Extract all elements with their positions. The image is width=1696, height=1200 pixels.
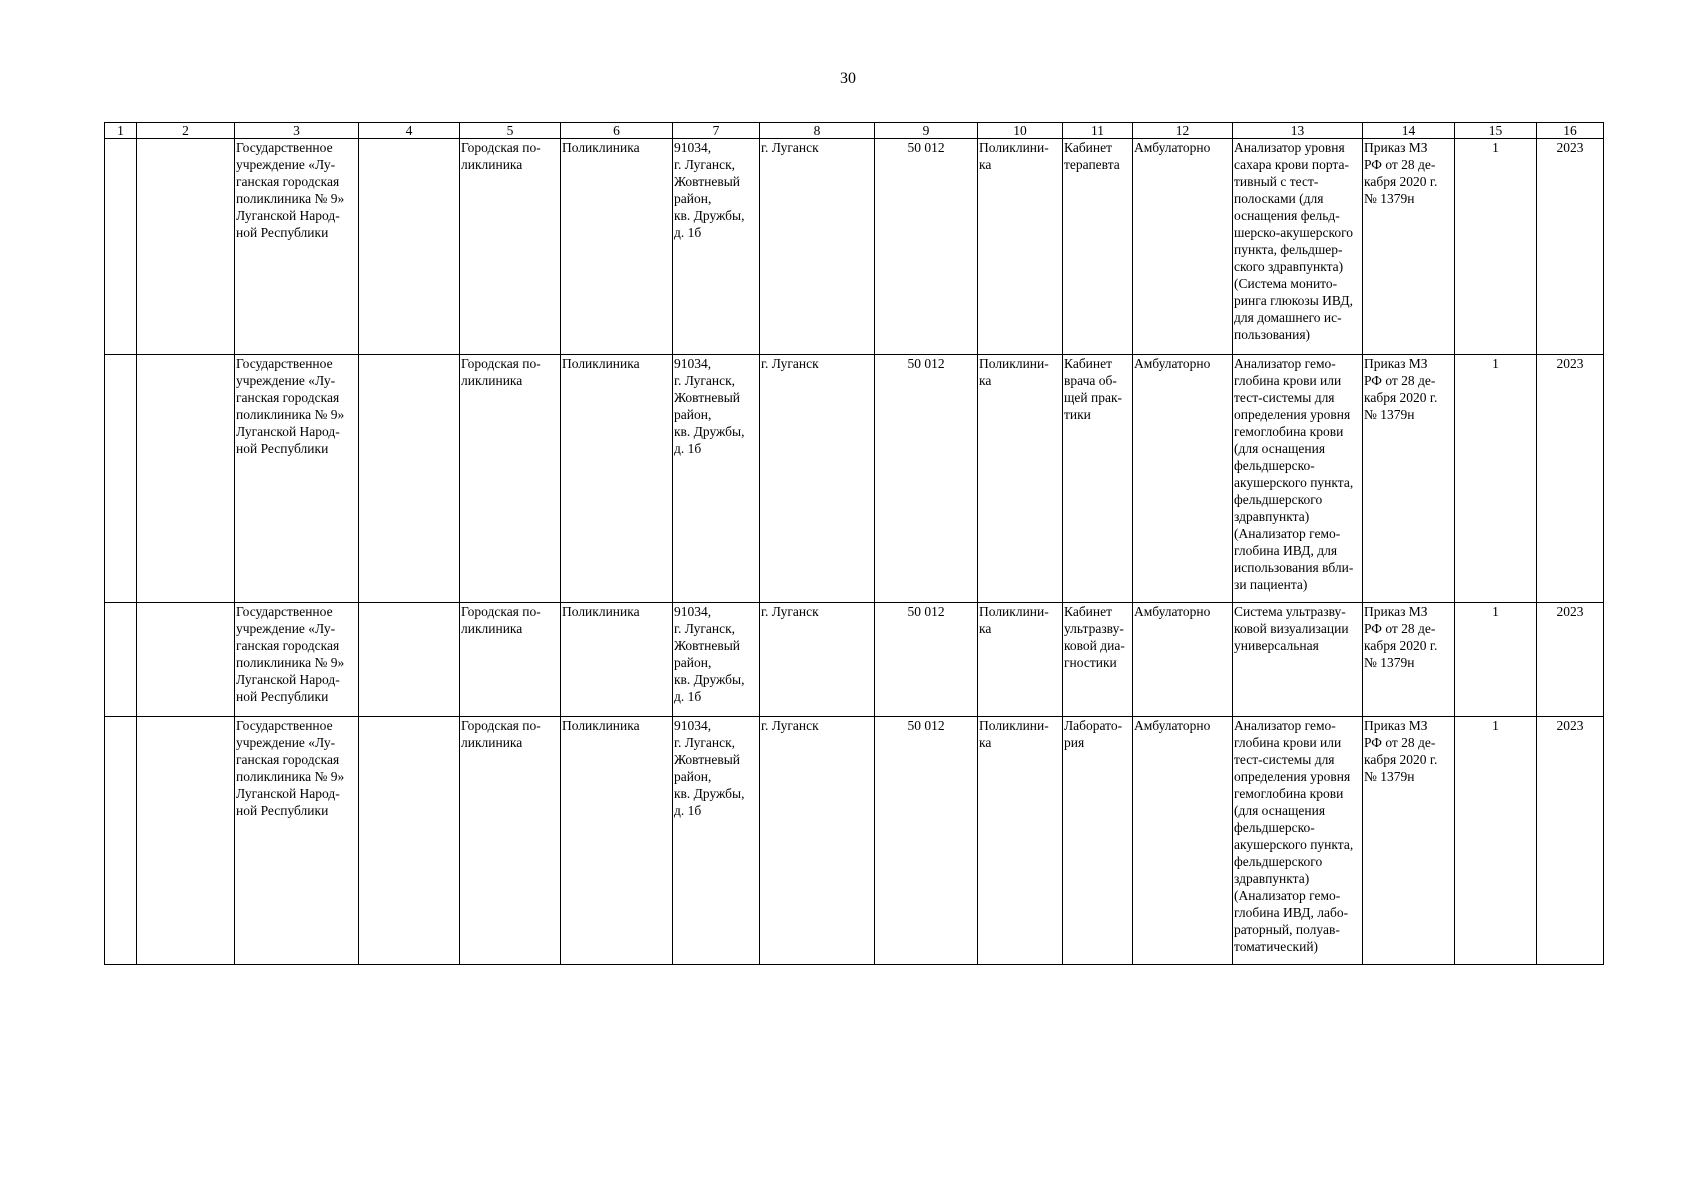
cell-text-line: № 1379н <box>1364 407 1415 422</box>
locality-cell <box>760 355 875 603</box>
cell-text-line: Луганской Народ- <box>236 424 340 439</box>
room-cell <box>1063 717 1133 965</box>
cell-text-line: ультразву- <box>1064 621 1124 636</box>
cell-text-line: Жовтневый <box>674 174 740 189</box>
cell-text-line: Амбулаторно <box>1134 140 1211 155</box>
cell-text-line: Приказ МЗ <box>1364 604 1428 619</box>
row-number-cell <box>105 603 137 717</box>
cell-text-line: кабря 2020 г. <box>1364 752 1438 767</box>
cell-text-line: № 1379н <box>1364 191 1415 206</box>
cell-text-line: фельдшерского <box>1234 854 1323 869</box>
cell-text-line: тивный с тест- <box>1234 174 1319 189</box>
cell-text-line: РФ от 28 де- <box>1364 735 1436 750</box>
cell-text-line: ной Республики <box>236 441 329 456</box>
cell-text-line: Государственное <box>236 356 333 371</box>
cell-text-line: РФ от 28 де- <box>1364 157 1436 172</box>
cell-text-line: Амбулаторно <box>1134 604 1211 619</box>
cell-text-line: д. 1б <box>674 803 702 818</box>
equipment-cell <box>1233 717 1363 965</box>
cell-text-line: терапевта <box>1064 157 1120 172</box>
cell-text-line: определения уровня <box>1234 769 1351 784</box>
institution-name-cell <box>235 139 359 355</box>
locality-cell <box>760 139 875 355</box>
cell-text-line: шерско-акушерского <box>1234 225 1354 240</box>
cell-text-line: полосками (для <box>1234 191 1324 206</box>
cell-text-line: Жовтневый <box>674 752 740 767</box>
column-header: 11 <box>1063 123 1133 139</box>
institution-type-cell <box>460 717 561 965</box>
cell-text-line: поликлиника № 9» <box>236 191 345 206</box>
cell-text-line: раторный, полуав- <box>1234 922 1340 937</box>
cell-text-line: ной Республики <box>236 689 329 704</box>
cell-text-line: Жовтневый <box>674 638 740 653</box>
cell-text-line: д. 1б <box>674 441 702 456</box>
cell-text-line: глобина крови или <box>1234 373 1342 388</box>
unit-type-cell <box>978 717 1063 965</box>
cell-text-line: тест-системы для <box>1234 390 1335 405</box>
cell-text-line: Анализатор уровня <box>1234 140 1345 155</box>
cell-text-line: д. 1б <box>674 689 702 704</box>
cell-text-line: Анализатор гемо- <box>1234 718 1336 733</box>
cell-text-line: (Анализатор гемо- <box>1234 526 1341 541</box>
locality-cell <box>760 717 875 965</box>
cell-text-line: зи пациента) <box>1234 577 1308 592</box>
cell-text-line: ликлиника <box>461 157 523 172</box>
cell-text-line: Жовтневый <box>674 390 740 405</box>
cell-text-line: г. Луганск <box>761 356 819 371</box>
column-header: 10 <box>978 123 1063 139</box>
table-row <box>105 139 1604 355</box>
cell-text-line: 91034, <box>674 140 712 155</box>
cell-text-line: учреждение «Лу- <box>236 621 336 636</box>
cell-text-line: д. 1б <box>674 225 702 240</box>
column-2-cell <box>137 355 235 603</box>
equipment-cell <box>1233 139 1363 355</box>
cell-text-line: акушерского пункта, <box>1234 837 1354 852</box>
cell-text-line: поликлиника № 9» <box>236 769 345 784</box>
table-header-row <box>105 123 1604 139</box>
cell-text-line: врача об- <box>1064 373 1117 388</box>
order-cell <box>1363 139 1455 355</box>
cell-text-line: учреждение «Лу- <box>236 735 336 750</box>
cell-text-line: г. Луганск, <box>674 735 736 750</box>
cell-text-line: кабря 2020 г. <box>1364 390 1438 405</box>
cell-text-line: глобина ИВД, лабо- <box>1234 905 1349 920</box>
column-header: 8 <box>760 123 875 139</box>
column-header: 15 <box>1455 123 1537 139</box>
cell-text-line: ка <box>979 373 992 388</box>
row-number-cell <box>105 355 137 603</box>
cell-text-line: Государственное <box>236 718 333 733</box>
cell-text-line: Поликлиника <box>562 718 640 733</box>
cell-text-line: Луганской Народ- <box>236 786 340 801</box>
equipment-table <box>104 122 1604 965</box>
cell-text-line: ринга глюкозы ИВД, <box>1234 293 1354 308</box>
table-row <box>105 717 1604 965</box>
column-header: 3 <box>235 123 359 139</box>
locality-cell <box>760 603 875 717</box>
care-type-cell <box>1133 355 1233 603</box>
cell-text-line: район, <box>674 407 712 422</box>
cell-text-line: ликлиника <box>461 373 523 388</box>
cell-text-line: Поликлини- <box>979 604 1049 619</box>
cell-text-line: глобина ИВД, для <box>1234 543 1338 558</box>
column-header: 16 <box>1537 123 1604 139</box>
cell-text-line: ной Республики <box>236 225 329 240</box>
cell-text-line: фельдшерско- <box>1234 820 1315 835</box>
care-type-cell <box>1133 139 1233 355</box>
quantity-cell: 1 <box>1455 717 1537 965</box>
cell-text-line: район, <box>674 769 712 784</box>
column-2-cell <box>137 603 235 717</box>
institution-name-cell <box>235 717 359 965</box>
column-4-cell <box>359 355 460 603</box>
cell-text-line: Городская по- <box>461 718 541 733</box>
cell-text-line: ковой визуализации <box>1234 621 1349 636</box>
unit-type-cell <box>978 355 1063 603</box>
column-header: 4 <box>359 123 460 139</box>
room-cell <box>1063 603 1133 717</box>
cell-text-line: 91034, <box>674 718 712 733</box>
year-cell: 2023 <box>1537 139 1604 355</box>
cell-text-line: РФ от 28 де- <box>1364 373 1436 388</box>
cell-text-line: ганская городская <box>236 638 340 653</box>
room-cell <box>1063 355 1133 603</box>
order-cell <box>1363 603 1455 717</box>
cell-text-line: ликлиника <box>461 735 523 750</box>
cell-text-line: кв. Дружбы, <box>674 786 745 801</box>
cell-text-line: Амбулаторно <box>1134 718 1211 733</box>
column-header: 5 <box>460 123 561 139</box>
column-4-cell <box>359 139 460 355</box>
cell-text-line: кабря 2020 г. <box>1364 638 1438 653</box>
cell-text-line: г. Луганск <box>761 604 819 619</box>
column-header: 13 <box>1233 123 1363 139</box>
cell-text-line: ковой диа- <box>1064 638 1125 653</box>
institution-name-cell <box>235 603 359 717</box>
cell-text-line: акушерского пункта, <box>1234 475 1354 490</box>
cell-text-line: использования вбли- <box>1234 560 1354 575</box>
cell-text-line: сахара крови порта- <box>1234 157 1349 172</box>
cell-text-line: Приказ МЗ <box>1364 356 1428 371</box>
cell-text-line: ка <box>979 735 992 750</box>
subdivision-cell <box>561 139 673 355</box>
code-cell: 50 012 <box>875 717 978 965</box>
cell-text-line: 91034, <box>674 356 712 371</box>
cell-text-line: гностики <box>1064 655 1117 670</box>
cell-text-line: РФ от 28 де- <box>1364 621 1436 636</box>
cell-text-line: кв. Дружбы, <box>674 208 745 223</box>
address-cell <box>673 355 760 603</box>
cell-text-line: ной Республики <box>236 803 329 818</box>
cell-text-line: здравпункта) <box>1234 509 1310 524</box>
column-2-cell <box>137 717 235 965</box>
cell-text-line: Луганской Народ- <box>236 208 340 223</box>
cell-text-line: пользования) <box>1234 327 1311 342</box>
cell-text-line: поликлиника № 9» <box>236 655 345 670</box>
cell-text-line: Поликлини- <box>979 718 1049 733</box>
cell-text-line: универсальная <box>1234 638 1319 653</box>
cell-text-line: Система ультразву- <box>1234 604 1346 619</box>
cell-text-line: кв. Дружбы, <box>674 672 745 687</box>
column-4-cell <box>359 603 460 717</box>
cell-text-line: (Анализатор гемо- <box>1234 888 1341 903</box>
subdivision-cell <box>561 603 673 717</box>
column-header: 12 <box>1133 123 1233 139</box>
cell-text-line: рия <box>1064 735 1085 750</box>
year-cell: 2023 <box>1537 717 1604 965</box>
cell-text-line: Амбулаторно <box>1134 356 1211 371</box>
cell-text-line: поликлиника № 9» <box>236 407 345 422</box>
cell-text-line: Поликлини- <box>979 356 1049 371</box>
page-number: 30 <box>840 70 856 87</box>
cell-text-line: Поликлиника <box>562 140 640 155</box>
room-cell <box>1063 139 1133 355</box>
quantity-cell: 1 <box>1455 355 1537 603</box>
cell-text-line: пункта, фельдшер- <box>1234 242 1343 257</box>
unit-type-cell <box>978 139 1063 355</box>
quantity-cell: 1 <box>1455 603 1537 717</box>
cell-text-line: Поликлиника <box>562 356 640 371</box>
equipment-cell <box>1233 355 1363 603</box>
cell-text-line: глобина крови или <box>1234 735 1342 750</box>
column-4-cell <box>359 717 460 965</box>
cell-text-line: район, <box>674 655 712 670</box>
cell-text-line: Поликлиника <box>562 604 640 619</box>
cell-text-line: г. Луганск, <box>674 373 736 388</box>
cell-text-line: район, <box>674 191 712 206</box>
cell-text-line: (для оснащения <box>1234 803 1326 818</box>
cell-text-line: гемоглобина крови <box>1234 424 1344 439</box>
institution-name-cell <box>235 355 359 603</box>
cell-text-line: определения уровня <box>1234 407 1351 422</box>
table-row <box>105 355 1604 603</box>
code-cell: 50 012 <box>875 355 978 603</box>
column-header: 7 <box>673 123 760 139</box>
cell-text-line: фельдшерско- <box>1234 458 1315 473</box>
cell-text-line: учреждение «Лу- <box>236 373 336 388</box>
cell-text-line: № 1379н <box>1364 769 1415 784</box>
cell-text-line: г. Луганск <box>761 140 819 155</box>
cell-text-line: Лаборато- <box>1064 718 1123 733</box>
cell-text-line: ганская городская <box>236 752 340 767</box>
cell-text-line: (для оснащения <box>1234 441 1326 456</box>
order-cell <box>1363 717 1455 965</box>
cell-text-line: ганская городская <box>236 174 340 189</box>
cell-text-line: щей прак- <box>1064 390 1123 405</box>
cell-text-line: Анализатор гемо- <box>1234 356 1336 371</box>
quantity-cell: 1 <box>1455 139 1537 355</box>
cell-text-line: Луганской Народ- <box>236 672 340 687</box>
cell-text-line: Приказ МЗ <box>1364 718 1428 733</box>
column-header: 1 <box>105 123 137 139</box>
unit-type-cell <box>978 603 1063 717</box>
order-cell <box>1363 355 1455 603</box>
code-cell: 50 012 <box>875 603 978 717</box>
column-2-cell <box>137 139 235 355</box>
cell-text-line: Городская по- <box>461 356 541 371</box>
column-header: 2 <box>137 123 235 139</box>
cell-text-line: кв. Дружбы, <box>674 424 745 439</box>
cell-text-line: оснащения фельд- <box>1234 208 1340 223</box>
column-header: 14 <box>1363 123 1455 139</box>
cell-text-line: ка <box>979 621 992 636</box>
cell-text-line: тики <box>1064 407 1091 422</box>
cell-text-line: ка <box>979 157 992 172</box>
column-header: 9 <box>875 123 978 139</box>
code-cell: 50 012 <box>875 139 978 355</box>
cell-text-line: (Система монито- <box>1234 276 1338 291</box>
cell-text-line: Поликлини- <box>979 140 1049 155</box>
cell-text-line: г. Луганск, <box>674 157 736 172</box>
cell-text-line: Кабинет <box>1064 356 1113 371</box>
cell-text-line: г. Луганск <box>761 718 819 733</box>
cell-text-line: Кабинет <box>1064 140 1113 155</box>
cell-text-line: ганская городская <box>236 390 340 405</box>
cell-text-line: гемоглобина крови <box>1234 786 1344 801</box>
address-cell <box>673 603 760 717</box>
row-number-cell <box>105 139 137 355</box>
cell-text-line: 91034, <box>674 604 712 619</box>
year-cell: 2023 <box>1537 355 1604 603</box>
year-cell: 2023 <box>1537 603 1604 717</box>
column-header: 6 <box>561 123 673 139</box>
row-number-cell <box>105 717 137 965</box>
cell-text-line: томатический) <box>1234 939 1319 954</box>
cell-text-line: Приказ МЗ <box>1364 140 1428 155</box>
cell-text-line: № 1379н <box>1364 655 1415 670</box>
cell-text-line: здравпункта) <box>1234 871 1310 886</box>
cell-text-line: для домашнего ис- <box>1234 310 1342 325</box>
institution-type-cell <box>460 139 561 355</box>
care-type-cell <box>1133 717 1233 965</box>
table-row <box>105 603 1604 717</box>
cell-text-line: кабря 2020 г. <box>1364 174 1438 189</box>
cell-text-line: Городская по- <box>461 604 541 619</box>
address-cell <box>673 717 760 965</box>
cell-text-line: Городская по- <box>461 140 541 155</box>
cell-text-line: ского здравпункта) <box>1234 259 1344 274</box>
cell-text-line: Кабинет <box>1064 604 1113 619</box>
institution-type-cell <box>460 355 561 603</box>
cell-text-line: г. Луганск, <box>674 621 736 636</box>
cell-text-line: учреждение «Лу- <box>236 157 336 172</box>
cell-text-line: ликлиника <box>461 621 523 636</box>
cell-text-line: тест-системы для <box>1234 752 1335 767</box>
cell-text-line: фельдшерского <box>1234 492 1323 507</box>
cell-text-line: Государственное <box>236 140 333 155</box>
address-cell <box>673 139 760 355</box>
institution-type-cell <box>460 603 561 717</box>
subdivision-cell <box>561 717 673 965</box>
cell-text-line: Государственное <box>236 604 333 619</box>
care-type-cell <box>1133 603 1233 717</box>
subdivision-cell <box>561 355 673 603</box>
equipment-cell <box>1233 603 1363 717</box>
